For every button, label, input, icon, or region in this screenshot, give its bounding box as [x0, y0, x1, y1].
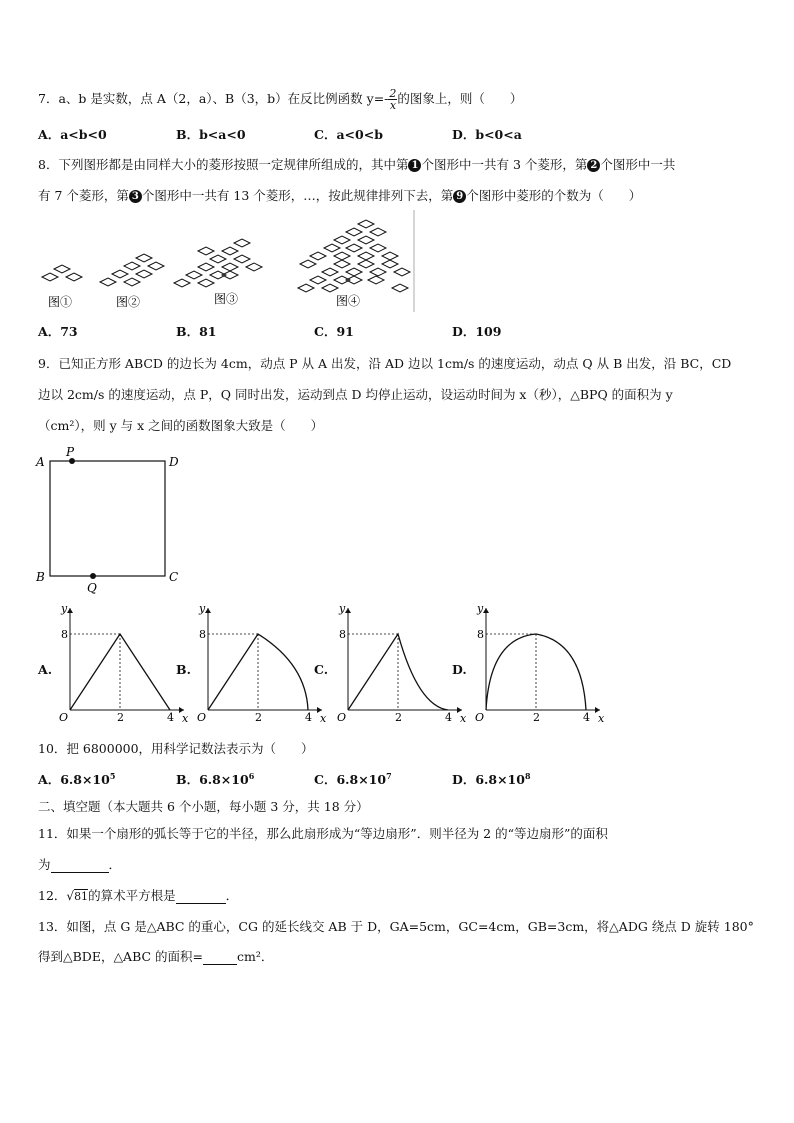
rhombus-shape	[358, 220, 374, 228]
rhombus-shape	[370, 244, 386, 252]
rhombus-shape	[298, 284, 314, 292]
rhombus-shape	[124, 262, 140, 270]
rhombus-shape	[382, 252, 398, 260]
rhombus-shape	[66, 273, 82, 281]
rhombus-shape	[322, 284, 338, 292]
y-axis-label: y	[339, 602, 346, 615]
q8-option-a: A．73	[38, 324, 78, 339]
rhombus-shape	[148, 262, 164, 270]
fig-label-2: 图②	[116, 295, 141, 309]
q13-line1: 13．如图，点 G 是△ABC 的重心，CG 的延长线交 AB 于 D，GA=5cm，GC=4cm，GB=3cm，将△ADG 绕点 D 旋转 180°	[38, 919, 754, 934]
q7-option-b: B．b<a<0	[176, 127, 246, 142]
x-axis-label: x	[182, 712, 189, 725]
rhombus-shape	[246, 263, 262, 271]
svg-text:B: B	[36, 570, 45, 584]
x-tick-label: 4	[167, 711, 174, 724]
q8-option-c: C．91	[314, 324, 354, 339]
q8-line1: 8．下列图形都是由同样大小的菱形按照一定规律所组成的，其中第 1 个图形中一共有 3 个菱形，第 2 个图形中一共	[38, 157, 676, 172]
rhombus-shape	[222, 271, 238, 279]
rhombus-shape	[358, 236, 374, 244]
x-tick-label: 4	[305, 711, 312, 724]
rhombus-shape	[234, 239, 250, 247]
section-heading: 二、填空题（本大题共 6 个小题，每小题 3 分，共 18 分）	[38, 799, 369, 814]
q8-option-b: B．81	[176, 324, 217, 339]
rhombus-shape	[358, 252, 374, 260]
q10-option-a: A．$6.8\times 10^5$	[38, 770, 116, 787]
svg-text:D: D	[169, 455, 179, 469]
circled-number-2: 2	[587, 159, 600, 172]
q10-option-b: B．$6.8\times 10^6$	[176, 770, 255, 787]
q10-option-d: D．$6.8\times 10^8$	[452, 770, 531, 787]
y-axis-arrow	[345, 608, 351, 613]
x-tick-label: 2	[533, 711, 540, 724]
rhombus-shape	[222, 263, 238, 271]
q8-line2: 有 7 个菱形，第 3 个图形中一共有 13 个菱形，…，按此规律排列下去，第 9 个图形中菱形的个数为（ ）	[38, 188, 642, 203]
circled-number-1: 1	[408, 159, 421, 172]
rhombus-shape	[310, 252, 326, 260]
rhombus-shape	[392, 284, 408, 292]
q8-option-d: D．109	[452, 324, 502, 339]
q13-answer-blank	[203, 949, 237, 965]
rhombus-shape	[136, 270, 152, 278]
rhombus-shape	[198, 247, 214, 255]
origin-label: O	[475, 711, 485, 724]
q9-graph-c	[336, 602, 467, 727]
q9-graph-letter-d: D.	[452, 662, 467, 677]
circled-number-9: 9	[453, 190, 466, 203]
rhombus-shape	[346, 228, 362, 236]
q7-option-c: C．a<0<b	[314, 127, 383, 142]
q7-option-d: D．b<0<a	[452, 127, 522, 142]
origin-label: O	[197, 711, 207, 724]
q7-option-a: A．a<b<0	[38, 127, 107, 142]
rhombus-shape	[174, 279, 190, 287]
rhombus-shape	[334, 252, 350, 260]
fig-label-1: 图①	[48, 295, 73, 309]
q9-graph-letter-c: C.	[314, 662, 329, 677]
q9-line1: 9．已知正方形 ABCD 的边长为 4cm，动点 P 从 A 出发，沿 AD 边以 1cm/s 的速度运动，动点 Q 从 B 出发，沿 BC，CD	[38, 356, 732, 371]
y-axis-arrow	[205, 608, 211, 613]
rhombus-shape	[222, 247, 238, 255]
x-tick-label: 2	[255, 711, 262, 724]
q9-graph-letter-b: B.	[176, 662, 191, 677]
rhombus-shape	[124, 278, 140, 286]
sqrt-symbol: √	[66, 889, 75, 903]
rhombus-shape	[346, 244, 362, 252]
svg-text:P: P	[66, 445, 75, 459]
rhombus-shape	[100, 278, 116, 286]
rhombus-shape	[346, 276, 362, 284]
y-axis-arrow	[67, 608, 73, 613]
x-axis-label: x	[320, 712, 327, 725]
rhombus-shape	[334, 276, 350, 284]
rhombus-shape	[186, 271, 202, 279]
rhombus-shape	[210, 271, 226, 279]
y-tick-label: 8	[61, 628, 68, 641]
q9-graph-a	[58, 602, 189, 727]
x-tick-label: 4	[445, 711, 452, 724]
circled-number-3: 3	[129, 190, 142, 203]
rhombus-shape	[136, 254, 152, 262]
origin-label: O	[59, 711, 69, 724]
q12-radicand: 81	[74, 890, 89, 903]
y-axis-arrow	[483, 608, 489, 613]
y-axis-label: y	[199, 602, 206, 615]
rhombus-shape	[322, 268, 338, 276]
q9-square-figure	[34, 446, 194, 596]
x-axis-label: x	[460, 712, 467, 725]
origin-label: O	[337, 711, 347, 724]
q11-answer-blank	[51, 857, 109, 873]
q11-line1: 11．如果一个扇形的弧长等于它的半径，那么此扇形成为“等边扇形”．则半径为 2 的“等边扇形”的面积	[38, 826, 608, 841]
q9-line3: （cm²），则 y 与 x 之间的函数图象大致是（ ）	[38, 418, 324, 433]
fig-label-4: 图④	[336, 294, 361, 308]
q9-graph-b	[196, 602, 327, 727]
x-tick-label: 2	[395, 711, 402, 724]
rhombus-shape	[358, 260, 374, 268]
x-axis-label: x	[598, 712, 605, 725]
q10-stem: 10．把 6800000，用科学记数法表示为（ ）	[38, 741, 314, 756]
q12-answer-blank	[176, 888, 226, 904]
rhombus-shape	[234, 255, 250, 263]
rhombus-shape	[394, 268, 410, 276]
fig-label-3: 图③	[214, 292, 239, 306]
x-tick-label: 2	[117, 711, 124, 724]
q8-rhombus-figures	[36, 210, 416, 312]
q10-option-c: C．$6.8\times 10^7$	[314, 770, 392, 787]
rhombus-shape	[112, 270, 128, 278]
y-tick-label: 8	[477, 628, 484, 641]
rhombus-shape	[334, 260, 350, 268]
y-tick-label: 8	[199, 628, 206, 641]
q7-stem: 7．a、b 是实数，点 A（2，a）、B（3，b）在反比例函数 y=- $\frac{2}{x}$ 的图象上，则（ ）	[38, 87, 523, 112]
y-axis-label: y	[477, 602, 484, 615]
rhombus-shape	[198, 279, 214, 287]
q9-graph-letter-a: A.	[38, 662, 53, 677]
x-tick-label: 4	[583, 711, 590, 724]
q13-line2: 得到△BDE，△ABC 的面积= cm²．	[38, 949, 274, 964]
rhombus-shape	[210, 255, 226, 263]
rhombus-shape	[324, 244, 340, 252]
rhombus-shape	[310, 276, 326, 284]
svg-text:A: A	[36, 455, 45, 469]
q9-line2: 边以 2cm/s 的速度运动，点 P，Q 同时出发，运动到点 D 均停止运动，设运动时间为 x（秒），△BPQ 的面积为 y	[38, 387, 673, 402]
q7-fraction: $\frac{2}{x}$	[389, 87, 397, 112]
rhombus-shape	[370, 268, 386, 276]
q12-stem: 12．√81的算术平方根是 ．	[38, 888, 239, 903]
rhombus-shape	[382, 260, 398, 268]
rhombus-shape	[300, 260, 316, 268]
rhombus-shape	[54, 265, 70, 273]
y-tick-label: 8	[339, 628, 346, 641]
rhombus-shape	[42, 273, 58, 281]
q11-line2: 为 ．	[38, 857, 122, 872]
rhombus-shape	[346, 268, 362, 276]
rhombus-shape	[198, 263, 214, 271]
svg-text:Q: Q	[87, 581, 97, 595]
rhombus-shape	[370, 228, 386, 236]
rhombus-shape	[334, 236, 350, 244]
rhombus-shape	[368, 276, 384, 284]
q9-graph-d	[474, 602, 605, 727]
y-axis-label: y	[61, 602, 68, 615]
svg-text:C: C	[169, 570, 179, 584]
